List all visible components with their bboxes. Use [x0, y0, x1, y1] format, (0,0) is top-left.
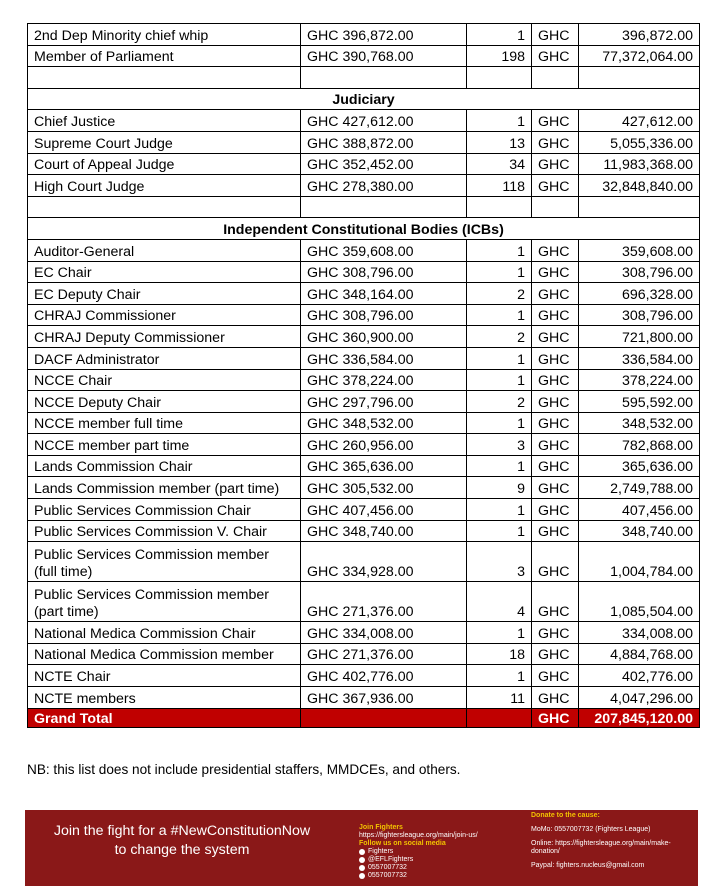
position-title: DACF Administrator [28, 347, 301, 369]
position-title: EC Deputy Chair [28, 283, 301, 305]
contact-block [359, 824, 499, 880]
blank-row [28, 67, 700, 89]
position-title: Court of Appeal Judge [28, 153, 301, 175]
blank-cell [301, 67, 467, 89]
currency: GHC [532, 520, 579, 542]
row-total: 782,868.00 [579, 434, 700, 456]
blank-cell [28, 67, 301, 89]
blank-cell [532, 67, 579, 89]
currency: GHC [532, 622, 579, 644]
headcount: 1 [467, 110, 532, 132]
annual-salary: GHC 388,872.00 [301, 131, 467, 153]
table-row [28, 582, 700, 622]
table-row [28, 261, 700, 283]
donate-label: Donate to the cause: [531, 812, 600, 819]
table-row [28, 175, 700, 197]
headcount: 18 [467, 643, 532, 665]
row-total: 365,636.00 [579, 455, 700, 477]
grand-total-currency: GHC [532, 708, 579, 727]
donate-online[interactable]: Online: https://fightersleague.org/main/make-donation/ [531, 840, 671, 855]
annual-salary: GHC 305,532.00 [301, 477, 467, 499]
currency: GHC [532, 687, 579, 709]
blank-cell [579, 67, 700, 89]
row-total: 4,047,296.00 [579, 687, 700, 709]
row-total: 378,224.00 [579, 369, 700, 391]
annual-salary: GHC 297,796.00 [301, 391, 467, 413]
position-title: NCCE Chair [28, 369, 301, 391]
headcount: 1 [467, 369, 532, 391]
currency: GHC [532, 131, 579, 153]
table-row [28, 239, 700, 261]
row-total: 595,592.00 [579, 391, 700, 413]
position-title: CHRAJ Deputy Commissioner [28, 326, 301, 348]
row-total: 11,983,368.00 [579, 153, 700, 175]
headcount: 11 [467, 687, 532, 709]
currency: GHC [532, 304, 579, 326]
row-total: 348,740.00 [579, 520, 700, 542]
table-row [28, 665, 700, 687]
social-telegram[interactable]: 0557007732 [368, 872, 407, 879]
annual-salary: GHC 308,796.00 [301, 261, 467, 283]
annual-salary: GHC 260,956.00 [301, 434, 467, 456]
position-title: 2nd Dep Minority chief whip [28, 24, 301, 46]
join-label: Join Fighters [359, 824, 403, 831]
annual-salary: GHC 359,608.00 [301, 239, 467, 261]
headcount: 1 [467, 24, 532, 46]
join-link[interactable]: https://fightersleague.org/main/join-us/ [359, 832, 478, 839]
blank-row [28, 196, 700, 218]
table-row [28, 45, 700, 67]
row-total: 32,848,840.00 [579, 175, 700, 197]
annual-salary: GHC 271,376.00 [301, 582, 467, 622]
table-row [28, 391, 700, 413]
headcount: 1 [467, 665, 532, 687]
position-title: Supreme Court Judge [28, 131, 301, 153]
headcount: 2 [467, 283, 532, 305]
position-title: NCTE Chair [28, 665, 301, 687]
annual-salary: GHC 396,872.00 [301, 24, 467, 46]
headcount: 9 [467, 477, 532, 499]
headcount: 198 [467, 45, 532, 67]
position-title: Lands Commission Chair [28, 455, 301, 477]
salary-table [27, 23, 700, 728]
annual-salary: GHC 407,456.00 [301, 499, 467, 521]
table-row [28, 110, 700, 132]
table-row [28, 24, 700, 46]
headcount: 1 [467, 261, 532, 283]
headcount: 3 [467, 542, 532, 582]
grand-total-label: Grand Total [28, 708, 301, 727]
position-title: NCTE members [28, 687, 301, 709]
annual-salary: GHC 336,584.00 [301, 347, 467, 369]
section-heading-row [28, 88, 700, 110]
row-total: 336,584.00 [579, 347, 700, 369]
table-row [28, 153, 700, 175]
annual-salary: GHC 365,636.00 [301, 455, 467, 477]
headcount: 34 [467, 153, 532, 175]
headcount: 1 [467, 455, 532, 477]
annual-salary: GHC 360,900.00 [301, 326, 467, 348]
campaign-banner [25, 810, 698, 886]
row-total: 402,776.00 [579, 665, 700, 687]
grand-total-blank [301, 708, 467, 727]
section-heading: Judiciary [28, 88, 700, 110]
headcount: 1 [467, 622, 532, 644]
currency: GHC [532, 175, 579, 197]
row-total: 1,085,504.00 [579, 582, 700, 622]
headcount: 1 [467, 239, 532, 261]
table-row [28, 326, 700, 348]
currency: GHC [532, 477, 579, 499]
position-title: Lands Commission member (part time) [28, 477, 301, 499]
table-row [28, 434, 700, 456]
annual-salary: GHC 348,740.00 [301, 520, 467, 542]
table-row [28, 283, 700, 305]
grand-total-value: 207,845,120.00 [579, 708, 700, 727]
currency: GHC [532, 391, 579, 413]
annual-salary: GHC 378,224.00 [301, 369, 467, 391]
blank-cell [301, 196, 467, 218]
row-total: 308,796.00 [579, 304, 700, 326]
blank-cell [532, 196, 579, 218]
headcount: 1 [467, 499, 532, 521]
row-total: 5,055,336.00 [579, 131, 700, 153]
table-row [28, 477, 700, 499]
whatsapp-icon [359, 865, 365, 871]
currency: GHC [532, 261, 579, 283]
row-total: 334,008.00 [579, 622, 700, 644]
position-title: National Medica Commission Chair [28, 622, 301, 644]
blank-cell [579, 196, 700, 218]
campaign-slogan: Join the fight for a #NewConstitutionNow to change the system [53, 823, 311, 858]
row-total: 348,532.00 [579, 412, 700, 434]
blank-cell [467, 67, 532, 89]
position-title: Public Services Commission member (full time) [28, 542, 301, 582]
position-title: Public Services Commission member (part time) [28, 582, 301, 622]
blank-cell [28, 196, 301, 218]
headcount: 1 [467, 304, 532, 326]
currency: GHC [532, 369, 579, 391]
row-total: 359,608.00 [579, 239, 700, 261]
table-row [28, 542, 700, 582]
row-total: 77,372,064.00 [579, 45, 700, 67]
facebook-icon [359, 849, 365, 855]
twitter-icon [359, 857, 365, 863]
annual-salary: GHC 352,452.00 [301, 153, 467, 175]
currency: GHC [532, 239, 579, 261]
grand-total-blank [467, 708, 532, 727]
blank-cell [467, 196, 532, 218]
currency: GHC [532, 542, 579, 582]
currency: GHC [532, 283, 579, 305]
annual-salary: GHC 427,612.00 [301, 110, 467, 132]
row-total: 427,612.00 [579, 110, 700, 132]
footnote: NB: this list does not include presidential staffers, MMDCEs, and others. [27, 762, 461, 777]
headcount: 3 [467, 434, 532, 456]
table-row [28, 520, 700, 542]
position-title: CHRAJ Commissioner [28, 304, 301, 326]
donate-block [531, 812, 696, 876]
annual-salary: GHC 278,380.00 [301, 175, 467, 197]
donate-paypal: Paypal: fighters.nucleus@gmail.com [531, 862, 645, 869]
row-total: 1,004,784.00 [579, 542, 700, 582]
annual-salary: GHC 308,796.00 [301, 304, 467, 326]
row-total: 308,796.00 [579, 261, 700, 283]
annual-salary: GHC 334,008.00 [301, 622, 467, 644]
table-row [28, 643, 700, 665]
currency: GHC [532, 153, 579, 175]
annual-salary: GHC 402,776.00 [301, 665, 467, 687]
social-facebook[interactable]: Fighters [368, 848, 394, 855]
currency: GHC [532, 434, 579, 456]
currency: GHC [532, 326, 579, 348]
grand-total-row [28, 708, 700, 727]
row-total: 4,884,768.00 [579, 643, 700, 665]
table-row [28, 347, 700, 369]
annual-salary: GHC 271,376.00 [301, 643, 467, 665]
annual-salary: GHC 390,768.00 [301, 45, 467, 67]
position-title: Public Services Commission V. Chair [28, 520, 301, 542]
position-title: National Medica Commission member [28, 643, 301, 665]
position-title: NCCE member full time [28, 412, 301, 434]
headcount: 118 [467, 175, 532, 197]
row-total: 696,328.00 [579, 283, 700, 305]
position-title: High Court Judge [28, 175, 301, 197]
annual-salary: GHC 348,532.00 [301, 412, 467, 434]
currency: GHC [532, 455, 579, 477]
annual-salary: GHC 348,164.00 [301, 283, 467, 305]
currency: GHC [532, 499, 579, 521]
headcount: 1 [467, 347, 532, 369]
table-row [28, 412, 700, 434]
follow-label: Follow us on social media [359, 840, 446, 847]
position-title: NCCE member part time [28, 434, 301, 456]
currency: GHC [532, 412, 579, 434]
position-title: NCCE Deputy Chair [28, 391, 301, 413]
position-title: EC Chair [28, 261, 301, 283]
currency: GHC [532, 582, 579, 622]
table-row [28, 499, 700, 521]
currency: GHC [532, 24, 579, 46]
row-total: 407,456.00 [579, 499, 700, 521]
currency: GHC [532, 643, 579, 665]
table-row [28, 131, 700, 153]
social-whatsapp[interactable]: 0557007732 [368, 864, 407, 871]
headcount: 2 [467, 391, 532, 413]
table-row [28, 687, 700, 709]
headcount: 13 [467, 131, 532, 153]
position-title: Member of Parliament [28, 45, 301, 67]
position-title: Public Services Commission Chair [28, 499, 301, 521]
table-row [28, 455, 700, 477]
headcount: 2 [467, 326, 532, 348]
row-total: 396,872.00 [579, 24, 700, 46]
social-twitter[interactable]: @EFLFighters [368, 856, 414, 863]
headcount: 4 [467, 582, 532, 622]
headcount: 1 [467, 412, 532, 434]
currency: GHC [532, 665, 579, 687]
row-total: 721,800.00 [579, 326, 700, 348]
headcount: 1 [467, 520, 532, 542]
section-heading-row [28, 218, 700, 240]
section-heading: Independent Constitutional Bodies (ICBs) [28, 218, 700, 240]
table-row [28, 369, 700, 391]
annual-salary: GHC 334,928.00 [301, 542, 467, 582]
donate-momo: MoMo: 0557007732 (Fighters League) [531, 826, 651, 833]
currency: GHC [532, 45, 579, 67]
currency: GHC [532, 347, 579, 369]
table-row [28, 622, 700, 644]
annual-salary: GHC 367,936.00 [301, 687, 467, 709]
position-title: Auditor-General [28, 239, 301, 261]
table-row [28, 304, 700, 326]
currency: GHC [532, 110, 579, 132]
position-title: Chief Justice [28, 110, 301, 132]
telegram-icon [359, 873, 365, 879]
row-total: 2,749,788.00 [579, 477, 700, 499]
